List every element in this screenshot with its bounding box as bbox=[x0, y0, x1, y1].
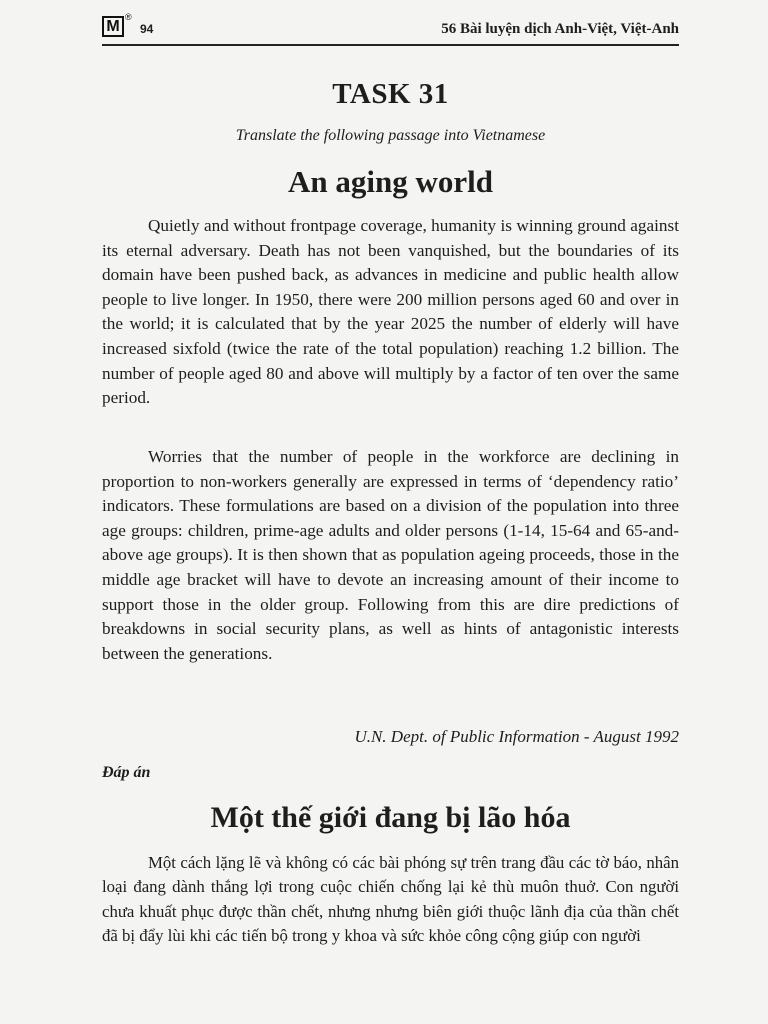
registered-mark: ® bbox=[125, 12, 132, 22]
passage-title: An aging world bbox=[288, 164, 493, 199]
translation-paragraph: Một cách lặng lẽ và không có các bài phóng sự trên trang đầu các tờ báo, nhân loại đang dành thắng lợi trong cuộc chiến chống lại kẻ thù muôn thuở. Con người chưa khuất phục được thần chết, nhưng nhưng biên giới thuộc lãnh địa của thần chết đã bị đẩy lùi khi các tiến bộ trong y khoa và sức khỏe công cộng giúp con người bbox=[102, 853, 679, 946]
answer-label: Đáp án bbox=[102, 764, 151, 781]
task-title: TASK 31 bbox=[332, 78, 449, 110]
passage-paragraph-1: Quietly and without frontpage coverage, humanity is winning ground against its eternal adversary. Death has not been vanquished, but the boundaries of its domain have been pushed back, as advances in medicine and public health allow people to live longer. In 1950, there were 200 million persons aged 60 and over in the world; it is calculated that by the year 2025 the number of elderly will have increased sixfold (twice the rate of the total population) reaching 1.2 billion. The number of people aged 80 and above will multiply by a factor of ten over the same period. bbox=[102, 216, 679, 408]
passage-source: U.N. Dept. of Public Information - August 1992 bbox=[354, 727, 679, 746]
page-number: 94 bbox=[140, 22, 154, 36]
publisher-logo-icon bbox=[102, 14, 130, 38]
translation-title: Một thế giới đang bị lão hóa bbox=[210, 801, 571, 834]
logo-letter: M bbox=[102, 16, 124, 37]
task-instruction: Translate the following passage into Vietnamese bbox=[235, 127, 546, 144]
passage-paragraph-2: Worries that the number of people in the workforce are declining in proportion to non-workers generally are expressed in terms of ‘dependency ratio’ indicators. These formulations are based on a division of the population into three age groups: children, prime-age adults and older persons (1-14, 15-64 and 65-and-above age groups). It is then shown that as population ageing proceeds, those in the middle age bracket will have to devote an increasing amount of their income to support those in the older group. Following from this are dire predictions of breakdowns in social security plans, as well as hints of antagonistic interests between the generations. bbox=[102, 447, 679, 663]
running-header bbox=[102, 10, 679, 46]
book-title: 56 Bài luyện dịch Anh-Việt, Việt-Anh bbox=[441, 21, 679, 37]
